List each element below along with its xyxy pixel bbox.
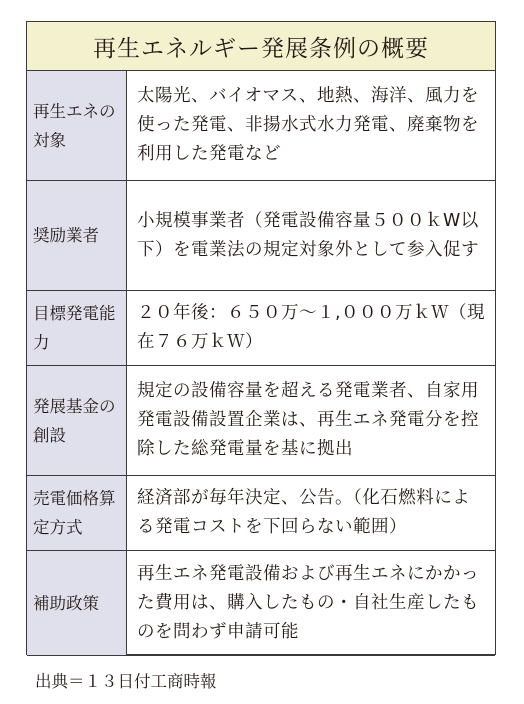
row-label: 補助政策 — [27, 551, 127, 655]
row-value: 規定の設備容量を超える発電業者、自家用発電設備設置企業は、再生エネ発電分を控除した総発電量を基に拠出 — [137, 381, 479, 459]
row-value: ２０年後：６５０万～１,０００万ｋＷ（現在７６万ｋＷ） — [137, 303, 486, 352]
row-label: 再生エネの対象 — [27, 71, 127, 180]
row-label: 目標発電能力 — [27, 291, 127, 365]
row-value: 小規模事業者（発電設備容量５００ｋW以下）を電業法の規定対象外として参入促す — [137, 210, 479, 260]
row-value: 太陽光、バイオマス、地熱、海洋、風力を使った発電、非揚水式水力発電、廃棄物を利用した発電など — [137, 86, 479, 164]
source-note: 出典＝１３日付工商時報 — [35, 672, 217, 691]
summary-table — [26, 21, 496, 691]
row-label: 奨励業者 — [27, 181, 127, 290]
row-value: 再生エネ発電設備および再生エネにかかった費用は、購入したもの・自社生産したものを問わず申請可能 — [137, 563, 479, 642]
row-label: 売電価格算定方式 — [27, 476, 127, 550]
table-row — [27, 551, 495, 656]
row-value: 経済部が毎年決定、公告。（化石燃料による発電コストを下回らない範囲） — [137, 488, 471, 537]
table-title: 再生エネルギー発展条例の概要 — [27, 22, 495, 71]
table-row — [27, 366, 495, 476]
table-row — [27, 181, 495, 291]
table-row — [27, 291, 495, 366]
table-row — [27, 71, 495, 181]
table-row — [27, 476, 495, 551]
row-label: 発展基金の創設 — [27, 366, 127, 475]
